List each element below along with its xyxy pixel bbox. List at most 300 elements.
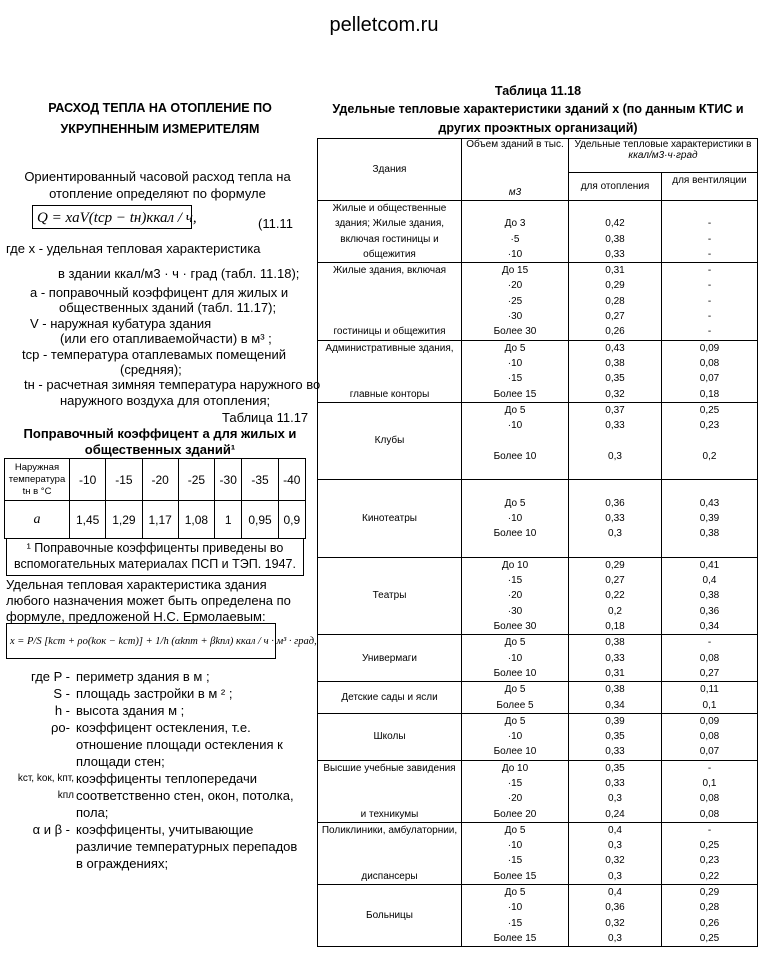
ventilation-cell (662, 201, 758, 263)
value-line: - (707, 233, 712, 245)
ventilation-cell (662, 713, 758, 760)
value-line: 0,33 (605, 420, 625, 432)
value-line: 0,08 (699, 731, 720, 743)
building-type-line (318, 604, 461, 619)
value-line: 0,42 (605, 218, 625, 230)
coef-cell: 1,29 (106, 501, 142, 539)
value-line: До 5 (504, 684, 526, 696)
value-line (662, 201, 757, 216)
building-type-line: общежития (363, 248, 416, 260)
value-line: 0,18 (605, 621, 625, 633)
ermolaev-formula: x = P/S [kст + ρo(kок − kст)] + 1/h (αkпт + βkпл) ккал / ч · м³ · град, (6, 623, 276, 659)
value-line: 0,31 (605, 667, 625, 679)
heating-cell (569, 682, 662, 714)
spec-header-label: Удельные тепловые характеристики в (574, 139, 752, 150)
value-line (462, 433, 568, 448)
building-type-line (318, 542, 461, 557)
heating-cell (569, 340, 662, 402)
building-type-line: Высшие учебные завидения (323, 762, 456, 774)
value-line: Более 10 (493, 450, 537, 462)
value-line: До 3 (504, 218, 526, 230)
building-type-line (318, 464, 461, 479)
value-line: 0,35 (605, 762, 625, 774)
ventilation-cell (662, 885, 758, 947)
value-line: 0,38 (699, 590, 720, 602)
value-line: 0,32 (605, 388, 625, 400)
heat-characteristics-table (317, 138, 758, 947)
building-type-cell (318, 682, 462, 714)
definition-line: общественных зданий (табл. 11.17); (59, 300, 277, 315)
building-type-line (318, 791, 461, 806)
value-line: 0,41 (699, 559, 720, 571)
building-type-cell (318, 263, 462, 340)
correction-table (4, 458, 306, 539)
value-line (569, 433, 661, 448)
ventilation-cell (662, 480, 758, 557)
heating-cell (569, 402, 662, 479)
value-line: - (707, 824, 712, 836)
value-line: ·15 (507, 917, 523, 929)
building-type-cell (318, 885, 462, 947)
value-line: ·10 (507, 248, 523, 260)
definition-line: tн - расчетная зимняя температура наружного во (24, 377, 321, 392)
table-11-18-title: Удельные тепловые характеристики зданий x (по данным КТИС и других проэктных организаций) (332, 102, 744, 135)
value-line: До 5 (504, 637, 526, 649)
building-type-line: Клубы (374, 435, 405, 447)
building-type-cell (318, 402, 462, 479)
building-type-line (318, 403, 461, 418)
building-group-row (318, 402, 758, 479)
building-group-row (318, 263, 758, 340)
heating-cell (569, 713, 662, 760)
value-line: ·25 (507, 295, 523, 307)
symbol-explanation: площадь застройки в м ² ; (76, 686, 233, 701)
value-line: 0,36 (699, 605, 720, 617)
heating-cell (569, 635, 662, 682)
building-type-line: и техникумы (360, 808, 419, 820)
heat-formula: Q = xaV(tср − tн)ккал / ч, (32, 205, 192, 229)
value-line (462, 201, 568, 216)
site-header: pelletcom.ru (329, 14, 439, 36)
value-line: ·15 (507, 777, 523, 789)
coef-cell: 0,95 (242, 501, 278, 539)
value-line: 0,28 (605, 295, 625, 307)
value-line: 0,3 (608, 932, 622, 944)
value-line: ·20 (507, 590, 523, 602)
building-type-line: главные конторы (349, 388, 430, 400)
heating-cell (569, 557, 662, 634)
value-line: 0,25 (699, 840, 720, 852)
building-type-line (318, 356, 461, 371)
col-header-buildings: Здания (318, 139, 462, 201)
building-type-line (318, 496, 461, 511)
building-type-line: Кинотеатры (362, 512, 417, 524)
value-line: 0,29 (699, 887, 720, 899)
value-line: 0,4 (608, 887, 622, 899)
building-type-cell (318, 822, 462, 884)
value-line: До 5 (504, 824, 526, 836)
building-type-line: здания; Жилые здания, (334, 218, 445, 230)
value-line: - (707, 311, 712, 323)
temp-cell: -35 (242, 459, 278, 501)
value-line: ·15 (507, 575, 523, 587)
section-title: РАСХОД ТЕПЛА НА ОТОПЛЕНИЕ ПО УКРУПНЕННЫМ ИЗМЕРИТЕЛЯМ (48, 101, 272, 136)
value-line: ·10 (507, 731, 523, 743)
col-header-ventilation: для вентиляции (662, 173, 758, 201)
value-line: 0,32 (605, 917, 625, 929)
heating-cell (569, 480, 662, 557)
building-group-row (318, 760, 758, 822)
value-line: ·10 (507, 357, 523, 369)
volume-cell (462, 635, 569, 682)
building-type-line (318, 558, 461, 573)
volume-cell (462, 402, 569, 479)
symbol-explanation: коэффицент остекления, т.е. отношение площади остекления к площади стен; (76, 720, 283, 769)
value-line: Более 15 (493, 932, 537, 944)
value-line: 0,23 (699, 420, 720, 432)
volume-cell (462, 340, 569, 402)
building-type-line: Больницы (366, 910, 413, 921)
value-line: 0,23 (699, 855, 720, 867)
value-line: - (707, 218, 712, 230)
symbol-label: S - (53, 686, 70, 701)
value-line: 0,33 (605, 746, 625, 758)
value-line: 0,35 (605, 373, 625, 385)
value-line: До 5 (504, 404, 526, 416)
value-line: 0,35 (605, 731, 625, 743)
value-line: До 5 (504, 715, 526, 727)
value-line (662, 480, 757, 495)
building-type-line: диспансеры (361, 870, 418, 882)
building-type-line: Школы (373, 731, 406, 743)
value-line: Более 30 (493, 621, 537, 633)
value-line: 0,1 (702, 699, 717, 711)
intro-text: Ориентированный часовой расход тепла на отопление определяют по формуле (24, 169, 291, 201)
building-group-row (318, 635, 758, 682)
value-line: 0,08 (699, 793, 720, 805)
definition-line: V - наружная кубатура здания (30, 316, 212, 331)
value-line: 0,38 (699, 528, 720, 540)
value-line: - (707, 280, 712, 292)
value-line: 0,3 (608, 793, 622, 805)
table-11-18-caption: Таблица 11.18 (494, 84, 582, 98)
building-type-line (318, 278, 461, 293)
value-line: ·20 (507, 793, 523, 805)
symbol-label: α и β - (32, 822, 70, 837)
temp-cell: -25 (178, 459, 214, 501)
building-type-line (318, 449, 461, 464)
value-line: Более 10 (493, 667, 537, 679)
volume-cell (462, 263, 569, 340)
building-type-line: Жилые здания, включая (332, 265, 447, 277)
value-line: 0,39 (699, 512, 720, 524)
value-line: 0,27 (605, 575, 625, 587)
value-line: - (707, 248, 712, 260)
definition-line: (средняя); (120, 362, 182, 377)
value-line: 0,37 (605, 404, 625, 416)
volume-cell (462, 822, 569, 884)
value-line: 0,38 (605, 684, 625, 696)
value-line: 0,25 (699, 404, 720, 416)
value-line: - (707, 762, 712, 774)
value-line: 0,38 (605, 233, 625, 245)
value-line: До 5 (504, 887, 526, 899)
col-header-heating: для отопления (569, 173, 662, 201)
temp-cell: -20 (142, 459, 178, 501)
value-line: - (707, 637, 712, 649)
building-type-line (318, 309, 461, 324)
coef-cell: 1,17 (142, 501, 178, 539)
temp-cell: -15 (106, 459, 142, 501)
building-group-row (318, 682, 758, 714)
value-line: 0,43 (699, 497, 720, 509)
building-type-cell (318, 713, 462, 760)
value-line: - (707, 326, 712, 338)
value-line: 0,4 (608, 824, 622, 836)
building-type-cell (318, 340, 462, 402)
ventilation-cell (662, 760, 758, 822)
value-line: Более 30 (493, 326, 537, 338)
value-line: 0,33 (605, 248, 625, 260)
volume-cell (462, 480, 569, 557)
value-line: До 10 (501, 559, 529, 571)
ventilation-cell (662, 682, 758, 714)
value-line: Более 10 (493, 746, 537, 758)
volume-cell (462, 713, 569, 760)
table-11-17-title: Поправочный коэффицент a для жилых и общественных зданий¹ (23, 426, 297, 457)
value-line (662, 433, 757, 448)
value-line: 0,31 (605, 265, 625, 277)
temp-cell: -10 (70, 459, 106, 501)
building-type-cell (318, 760, 462, 822)
symbol-label: ρо- (51, 720, 70, 735)
value-line: 0,36 (605, 497, 625, 509)
symbol-label: kст, kок, kпт, kпл (17, 773, 74, 801)
coef-cell: 1 (215, 501, 242, 539)
value-line: 0,11 (700, 684, 719, 696)
ventilation-cell (662, 340, 758, 402)
value-line: 0,26 (699, 917, 720, 929)
ventilation-cell (662, 557, 758, 634)
ventilation-cell (662, 635, 758, 682)
value-line: До 5 (504, 342, 526, 354)
definition-line: (или его отапливаемойчасти) в м³ ; (60, 331, 272, 346)
ventilation-cell (662, 822, 758, 884)
coef-cell: 1,08 (178, 501, 214, 539)
table-11-17-footnote: ¹ Поправочные коэффиценты приведены во вспомогательных материалах ПСП и ТЭП. 1947. (6, 538, 304, 576)
building-type-line (318, 893, 461, 908)
value-line: 0,3 (608, 870, 622, 882)
building-type-cell (318, 201, 462, 263)
value-line: 0,33 (605, 777, 625, 789)
building-group-row (318, 201, 758, 263)
value-line: До 15 (501, 265, 529, 277)
volume-cell (462, 201, 569, 263)
heating-cell (569, 822, 662, 884)
volume-cell (462, 682, 569, 714)
value-line: 0,36 (605, 902, 625, 914)
building-type-cell (318, 557, 462, 634)
building-type-line: включая гостиницы и (340, 233, 439, 245)
temp-cell: -30 (215, 459, 242, 501)
value-line: 0,3 (608, 840, 622, 852)
definition-line: наружного воздуха для отопления; (60, 393, 271, 408)
building-type-line (318, 480, 461, 495)
heating-cell (569, 263, 662, 340)
building-type-line: гостиницы и общежития (333, 326, 446, 338)
value-line: 0,39 (605, 715, 625, 727)
building-type-line: Административные здания, (325, 342, 454, 354)
value-line: ·5 (510, 233, 520, 245)
building-type-cell (318, 635, 462, 682)
building-type-line (318, 744, 461, 759)
heating-cell (569, 760, 662, 822)
value-line: ·10 (507, 840, 523, 852)
building-type-line (318, 418, 461, 433)
building-type-line (318, 619, 461, 634)
symbol-explanation: коэффиценты, учитывающие различие температурных перепадов в ограждениях; (76, 822, 298, 871)
symbol-label: где P - (31, 669, 70, 684)
ermolaev-paragraph: Удельная тепловая характеристика здания любого назначения может быть определена по формуле, предложеной Н.С. Ермолаевым: (6, 577, 291, 624)
building-type-line (318, 923, 461, 938)
coef-cell: 0,9 (278, 501, 305, 539)
volume-unit-label: м3 (508, 187, 522, 198)
value-line: 0,22 (699, 870, 720, 882)
value-line: 0,27 (605, 311, 625, 323)
value-line: ·15 (507, 855, 523, 867)
building-type-line: Жилые и общественные (332, 203, 447, 214)
value-line: ·30 (507, 311, 523, 323)
volume-cell (462, 885, 569, 947)
temp-cell: -40 (278, 459, 305, 501)
ventilation-cell (662, 402, 758, 479)
value-line: 0,38 (605, 637, 625, 649)
building-type-line (318, 853, 461, 868)
value-line: 0,07 (699, 373, 720, 385)
building-type-line (318, 371, 461, 386)
building-group-row (318, 822, 758, 884)
value-line: - (707, 295, 712, 307)
value-line: 0,43 (605, 342, 625, 354)
heating-cell (569, 201, 662, 263)
col-header-spec (569, 139, 758, 173)
spec-unit-label: ккал/м3·ч·град (628, 150, 698, 161)
value-line: 0,4 (702, 575, 717, 587)
value-line: 0,25 (699, 932, 720, 944)
building-type-line (318, 776, 461, 791)
value-line: 0,33 (605, 652, 625, 664)
building-type-line: Театры (372, 590, 407, 602)
symbol-label: h - (54, 703, 70, 718)
value-line: 0,09 (699, 715, 720, 727)
building-type-line (318, 838, 461, 853)
temp-header-cell: Наружная температура tн в °С (5, 459, 70, 501)
value-line: 0,07 (699, 746, 720, 758)
value-line: 0,08 (699, 357, 720, 369)
value-line: ·20 (507, 280, 523, 292)
ventilation-cell (662, 263, 758, 340)
value-line: 0,3 (608, 450, 622, 462)
value-line: 0,28 (699, 902, 720, 914)
volume-header-label: Объем зданий в тыс. (466, 139, 564, 150)
definition-line: a - поправочный коэффицент для жилых и (30, 285, 289, 300)
value-line: 0,32 (605, 855, 625, 867)
volume-cell (462, 557, 569, 634)
table-11-17-caption: Таблица 11.17 (222, 410, 309, 425)
definition-line: в здании ккал/м3 · ч · град (табл. 11.18); (58, 266, 300, 281)
value-line: 0,18 (699, 388, 720, 400)
building-group-row (318, 557, 758, 634)
value-line: До 5 (504, 497, 526, 509)
building-type-line (318, 666, 461, 681)
building-type-line (318, 635, 461, 650)
value-line: 0,2 (702, 450, 717, 462)
building-group-row (318, 480, 758, 557)
value-line: ·10 (507, 902, 523, 914)
value-line: 0,27 (699, 667, 720, 679)
building-type-line: Универмаги (361, 652, 417, 664)
definition-line: tср - температура отаплевамых помещений (22, 347, 286, 362)
col-header-volume (462, 139, 569, 201)
value-line: - (707, 265, 712, 277)
building-type-line: Детские сады и ясли (341, 691, 438, 703)
value-line: 0,34 (605, 699, 625, 711)
value-line: 0,08 (699, 652, 720, 664)
symbol-explanation: коэффиценты теплопередачи соответственно стен, окон, потолка, пола; (76, 771, 294, 820)
heating-cell (569, 885, 662, 947)
value-line: ·10 (507, 420, 523, 432)
building-type-cell (318, 480, 462, 557)
building-type-line (318, 294, 461, 309)
value-line: До 10 (501, 762, 529, 774)
value-line: Более 15 (493, 388, 537, 400)
value-line: 0,08 (699, 808, 720, 820)
value-line: ·10 (507, 652, 523, 664)
value-line: 0,26 (605, 326, 625, 338)
value-line: 0,29 (605, 559, 625, 571)
equation-number: (11.11 (258, 216, 293, 231)
value-line: 0,34 (699, 621, 720, 633)
value-line: 0,29 (605, 280, 625, 292)
coef-cell: 1,45 (70, 501, 106, 539)
value-line (462, 480, 568, 495)
value-line: ·10 (507, 512, 523, 524)
building-group-row (318, 885, 758, 947)
value-line: Более 5 (496, 699, 534, 711)
symbol-explanation: периметр здания в м ; (76, 669, 210, 684)
value-line: 0,24 (605, 808, 625, 820)
building-type-line (318, 526, 461, 541)
building-group-row (318, 340, 758, 402)
symbol-explanation: высота здания м ; (76, 703, 185, 718)
building-group-row (318, 713, 758, 760)
definition-line: где x - удельная тепловая характеристика (6, 241, 261, 256)
value-line: 0,1 (702, 777, 717, 789)
value-line: Более 15 (493, 870, 537, 882)
volume-cell (462, 760, 569, 822)
value-line: 0,33 (605, 512, 625, 524)
value-line: 0,38 (605, 357, 625, 369)
value-line: 0,22 (605, 590, 625, 602)
coef-label-cell: a (5, 501, 70, 539)
building-type-line (318, 714, 461, 729)
value-line: Более 20 (493, 808, 537, 820)
building-type-line (318, 573, 461, 588)
value-line: ·30 (507, 605, 523, 617)
value-line (569, 480, 661, 495)
value-line: ·15 (507, 373, 523, 385)
value-line: Более 10 (493, 528, 537, 540)
